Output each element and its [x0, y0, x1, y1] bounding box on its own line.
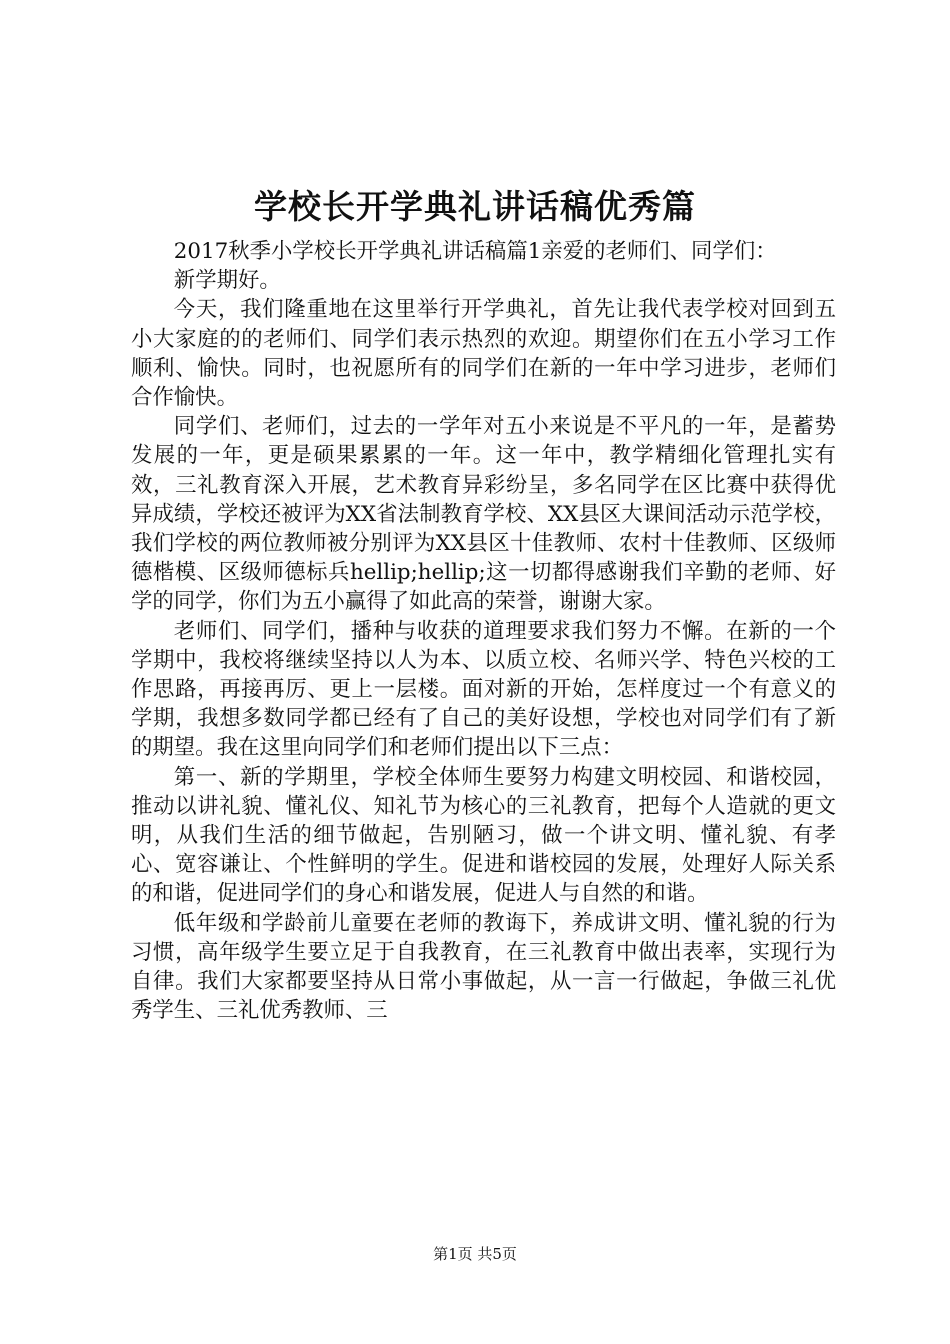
page-footer: 第1页 共5页 [433, 1245, 517, 1263]
paragraph-achievements: 同学们、老师们，过去的一学年对五小来说是不平凡的一年，是蓄势发展的一年，更是硕果累累的一年。这一年中，教学精细化管理扎实有效，三礼教育深入开展，艺术教育异彩纷呈，多名同学在区比赛中获得优异成绩，学校还被评为XX省法制教育学校、XX县区大课间活动示范学校，我们学校的两位教师被分别评为XX县区十佳教师、农村十佳教师、区级师德楷模、区级师德标兵hellip;hellip;这一切都得感谢我们辛勤的老师、好学的同学，你们为五小赢得了如此高的荣誉，谢谢大家。 [131, 414, 836, 615]
paragraph-new-semester: 老师们、同学们，播种与收获的道理要求我们努力不懈。在新的一个学期中，我校将继续坚持以人为本、以质立校、名师兴学、特色兴校的工作思路，再接再厉、更上一层楼。面对新的开始，怎样度过一个有意义的学期，我想多数同学都已经有了自己的美好设想，学校也对同学们有了新的期望。我在这里向同学们和老师们提出以下三点： [131, 618, 836, 761]
paragraph-point-one: 第一、新的学期里，学校全体师生要努力构建文明校园、和谐校园，推动以讲礼貌、懂礼仪、知礼节为核心的三礼教育，把每个人造就的更文明，从我们生活的细节做起，告别陋习，做一个讲文明、懂礼貌、有孝心、宽容谦让、个性鲜明的学生。促进和谐校园的发展，处理好人际关系的和谐，促进同学们的身心和谐发展，促进人与自然的和谐。 [131, 764, 836, 907]
document-title: 学校长开学典礼讲话稿优秀篇 [254, 187, 696, 226]
paragraph-behavior: 低年级和学龄前儿童要在老师的教诲下，养成讲文明、懂礼貌的行为习惯，高年级学生要立足于自我教育，在三礼教育中做出表率，实现行为自律。我们大家都要坚持从日常小事做起，从一言一行做起，争做三礼优秀学生、三礼优秀教师、三 [131, 910, 836, 1024]
document-body [131, 237, 836, 1025]
paragraph-salutation: 2017秋季小学校长开学典礼讲话稿篇1亲爱的老师们、同学们： [173, 239, 777, 264]
paragraph-welcome: 今天，我们隆重地在这里举行开学典礼，首先让我代表学校对回到五小大家庭的的老师们、同学们表示热烈的欢迎。期望你们在五小学习工作顺利、愉快。同时，也祝愿所有的同学们在新的一年中学习进步，老师们合作愉快。 [131, 297, 836, 411]
paragraph-greeting: 新学期好。 [173, 268, 281, 294]
